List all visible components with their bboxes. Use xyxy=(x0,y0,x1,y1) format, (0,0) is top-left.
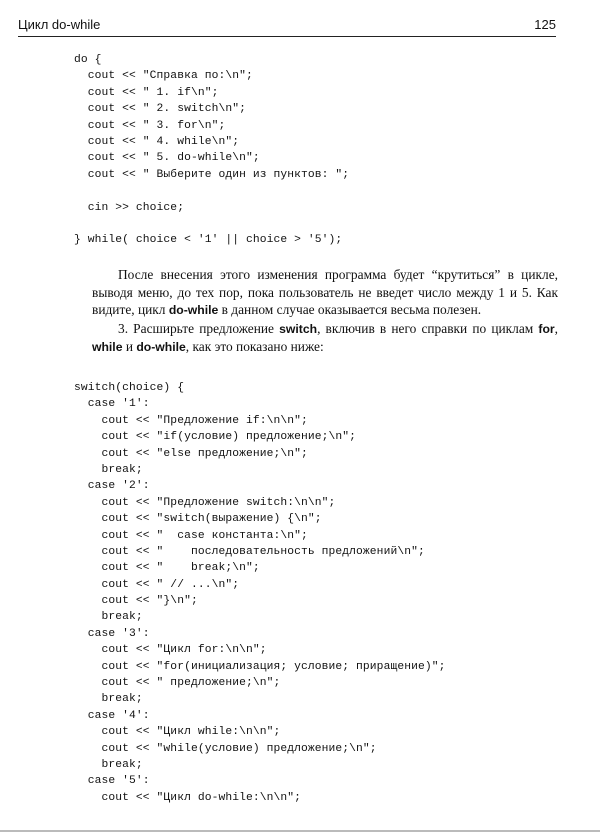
code-line: cout << "while(условие) предложение;\n"; xyxy=(74,742,377,755)
page-number: 125 xyxy=(534,17,556,32)
code-line: cout << " // ...\n"; xyxy=(74,578,240,591)
code-line: break; xyxy=(74,758,143,771)
code-line: cout << "if(условие) предложение;\n"; xyxy=(74,431,357,444)
code-line: cout << "else предложение;\n"; xyxy=(74,447,308,460)
code-line: cin >> choice; xyxy=(74,201,185,214)
code-line: cout << "Предложение if:\n\n"; xyxy=(74,414,308,427)
text-run: в данном случае оказывается весьма полезен. xyxy=(218,302,482,317)
code-line xyxy=(74,216,349,232)
code-line: cout << "for(инициализация; условие; приращение)"; xyxy=(74,660,446,673)
paragraph xyxy=(92,266,558,320)
code-line: cout << "Цикл do-while:\n\n"; xyxy=(74,791,302,804)
code-line: cout << "Справка по:\n"; xyxy=(74,70,253,83)
code-line xyxy=(74,183,349,199)
code-line: cout << " Выберите один из пунктов: "; xyxy=(74,168,350,181)
code-line: case '5': xyxy=(74,775,150,788)
chapter-title: Цикл do-while xyxy=(18,17,101,32)
body-text xyxy=(92,266,558,357)
code-line: case '4': xyxy=(74,709,150,722)
code-line: cout << "Предложение switch:\n\n"; xyxy=(74,496,336,509)
code-line: break; xyxy=(74,611,143,624)
paragraph-step-3 xyxy=(92,320,558,357)
running-header xyxy=(18,14,556,34)
code-line: cout << " предложение;\n"; xyxy=(74,677,281,690)
code-line: case '3': xyxy=(74,627,150,640)
text-run: и xyxy=(122,339,137,354)
text-run: 3. Расширьте предложение xyxy=(118,320,280,336)
code-listing-switch xyxy=(74,380,445,806)
code-line: switch(choice) { xyxy=(74,382,185,394)
code-line: cout << " 2. switch\n"; xyxy=(74,103,246,116)
text-run: После внесения этого изменения программа будет “крутиться” в цикле, выводя меню, до тех пор, пока пользователь не введет число между 1 и 5. Как видите, цикл xyxy=(92,267,558,317)
header-rule xyxy=(18,36,556,37)
code-line: cout << "switch(выражение) {\n"; xyxy=(74,513,322,526)
keyword-switch: switch xyxy=(279,321,318,336)
keyword-do-while: do-while xyxy=(168,303,219,317)
code-line: cout << " 1. if\n"; xyxy=(74,86,219,99)
code-line: cout << " 4. while\n"; xyxy=(74,135,240,148)
code-line: cout << " 5. do-while\n"; xyxy=(74,152,260,165)
code-line: cout << "Цикл for:\n\n"; xyxy=(74,644,267,657)
text-run: , как это показано ниже: xyxy=(185,339,324,354)
code-line: do { xyxy=(74,54,102,66)
code-listing-do-while xyxy=(74,52,349,249)
code-line: break; xyxy=(74,693,143,706)
code-line: cout << "Цикл while:\n\n"; xyxy=(74,726,281,739)
code-line: case '2': xyxy=(74,480,150,493)
text-run: , включив в него справки по циклам xyxy=(317,320,539,336)
code-line: case '1': xyxy=(74,398,150,411)
code-line: break; xyxy=(74,463,143,476)
code-line: cout << " последовательность предложений\n"; xyxy=(74,545,425,558)
code-line: cout << " case константа:\n"; xyxy=(74,529,308,542)
code-line: } while( choice < '1' || choice > '5'); xyxy=(74,234,343,247)
code-line: cout << "}\n"; xyxy=(74,595,198,608)
text-run: , xyxy=(554,320,558,336)
keyword-while: while xyxy=(92,340,123,354)
code-line: cout << " 3. for\n"; xyxy=(74,119,226,132)
code-line: cout << " break;\n"; xyxy=(74,562,260,575)
page-bottom-edge xyxy=(0,830,600,832)
keyword-for: for xyxy=(538,321,555,336)
keyword-do-while: do-while xyxy=(136,340,186,354)
